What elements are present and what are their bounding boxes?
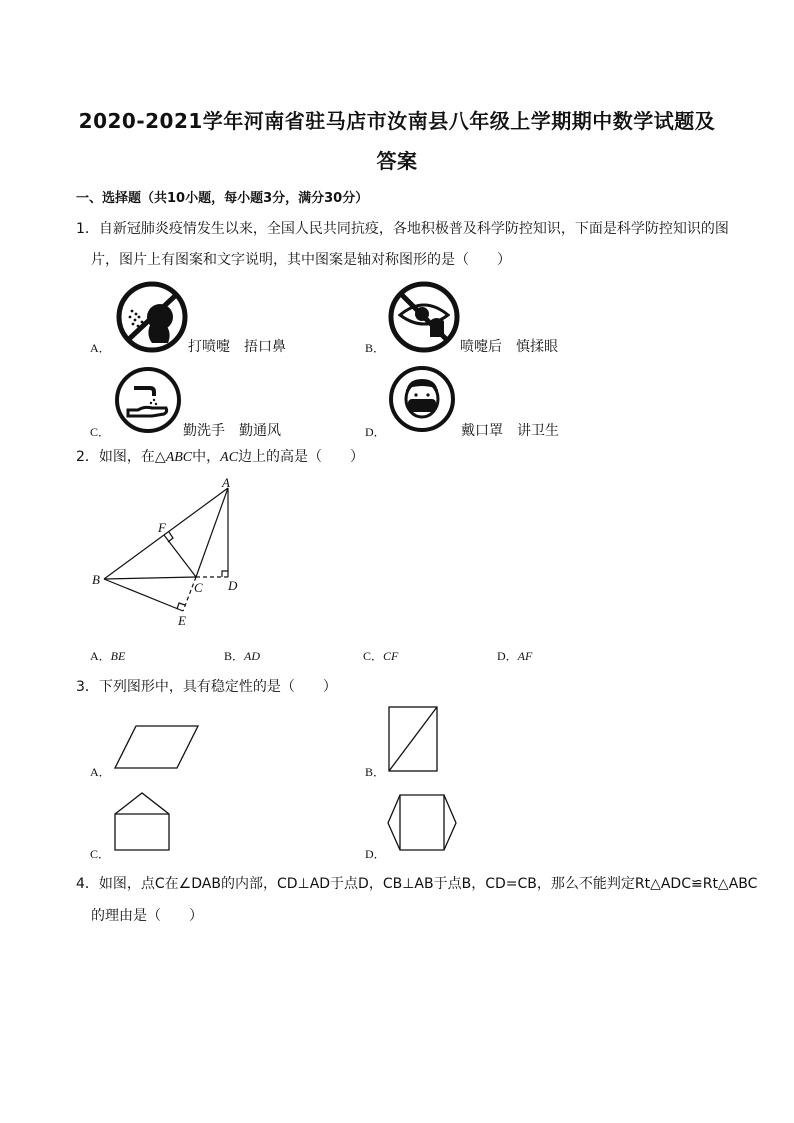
- q2-option-c: [363, 647, 398, 664]
- q3-option-d-letter: D．: [365, 847, 386, 861]
- house-pentagon-figure: [114, 792, 172, 852]
- q3-option-c-letter: C．: [90, 847, 111, 861]
- hexagon-verticals-figure: [386, 794, 458, 852]
- q2-option-b-letter: B．: [224, 649, 245, 663]
- q2-option-d: [497, 647, 532, 664]
- right-angle-d: [222, 571, 228, 577]
- q2-stem-prefix: 2．如图，在△: [76, 449, 166, 465]
- q1-stem-line2: 片，图片上有图案和文字说明，其中图案是轴对称图形的是（ ）: [91, 252, 511, 268]
- q3-option-a-letter: A．: [90, 765, 111, 779]
- q2-option-b: [224, 647, 260, 664]
- segment-ac: [196, 488, 228, 577]
- q2-stem-ac: AC: [220, 450, 239, 465]
- section-heading: 一、选择题（共10小题，每小题3分，满分30分）: [76, 191, 369, 206]
- q2-stem-abc: ABC: [165, 450, 193, 465]
- label-f: F: [158, 520, 166, 535]
- mask-face-icon: [388, 365, 456, 433]
- q1-option-c-letter: C．: [90, 425, 111, 439]
- segment-ba: [104, 488, 228, 579]
- q2-stem-mid: 中，: [192, 449, 221, 465]
- parallelogram-figure: [114, 722, 202, 772]
- q3-stem: 3．下列图形中，具有稳定性的是（ ）: [76, 679, 337, 695]
- q1-option-d-letter: D．: [365, 425, 386, 439]
- document-title-line2: 答案: [376, 149, 418, 173]
- no-eye-rubbing-icon: [388, 281, 460, 353]
- segment-bc: [104, 577, 196, 579]
- q2-option-d-letter: D．: [497, 649, 518, 663]
- segment-be: [104, 579, 183, 611]
- label-d: D: [228, 578, 238, 593]
- q4-stem-line2: 的理由是（ ）: [91, 908, 203, 924]
- rectangle-diagonal-figure: [388, 706, 440, 774]
- right-angle-e: [177, 603, 185, 609]
- q2-option-c-letter: C．: [363, 649, 384, 663]
- q1-option-b-caption: 喷嚏后 慎揉眼: [460, 339, 558, 355]
- q2-triangle-figure: [88, 475, 258, 633]
- q2-option-a: [90, 647, 125, 664]
- q2-option-d-value: AF: [517, 649, 533, 663]
- q1-option-a-letter: A．: [90, 341, 111, 355]
- q1-stem-line1: 1．自新冠肺炎疫情发生以来，全国人民共同抗疫，各地积极普及科学防控知识，下面是科学防控知识的图: [76, 221, 729, 237]
- q2-stem: [76, 446, 364, 466]
- sneeze-cover-icon: [116, 281, 188, 353]
- q2-option-c-value: CF: [383, 649, 399, 663]
- q1-option-d-caption: 戴口罩 讲卫生: [461, 423, 559, 439]
- q2-stem-suffix: 边上的高是（ ）: [238, 449, 365, 465]
- label-b: B: [92, 572, 100, 587]
- q2-option-a-value: BE: [110, 649, 126, 663]
- label-a: A: [222, 475, 230, 490]
- q1-option-b-letter: B．: [365, 341, 386, 355]
- q2-option-a-letter: A．: [90, 649, 111, 663]
- label-e: E: [178, 613, 186, 628]
- label-c: C: [194, 580, 203, 595]
- q4-stem-line1: 4．如图，点C在∠DAB的内部，CD⊥AD于点D，CB⊥AB于点B，CD=CB，那么不能判定Rt△ADC≌Rt△ABC: [76, 876, 758, 892]
- hand-washing-icon: [114, 366, 182, 434]
- q2-option-b-value: AD: [244, 649, 261, 663]
- q1-option-c-caption: 勤洗手 勤通风: [183, 423, 281, 439]
- document-title-line1: 2020-2021学年河南省驻马店市汝南县八年级上学期期中数学试题及: [78, 109, 716, 133]
- q3-option-b-letter: B．: [365, 765, 386, 779]
- q1-option-a-caption: 打喷嚏 捂口鼻: [188, 339, 286, 355]
